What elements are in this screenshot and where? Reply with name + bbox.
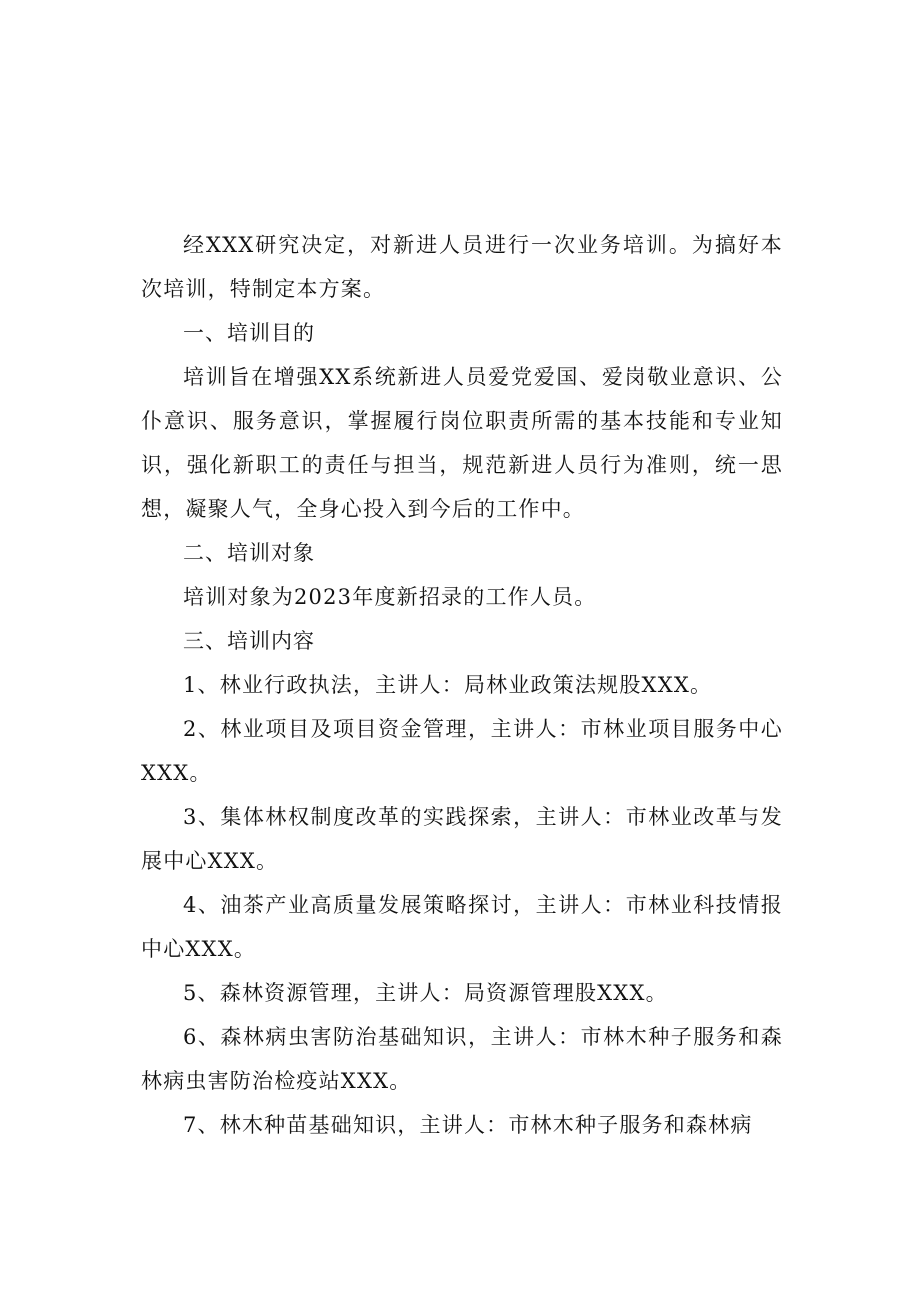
content-item-2: 2、林业项目及项目资金管理，主讲人：市林业项目服务中心XXX。 [141, 717, 783, 785]
document-page [141, 223, 783, 1147]
content-item-1: 1、林业行政执法，主讲人：局林业政策法规股XXX。 [183, 673, 713, 697]
section-heading-purpose: 一、培训目的 [183, 321, 315, 345]
content-item-5: 5、森林资源管理，主讲人：局资源管理股XXX。 [183, 981, 668, 1005]
content-item-7: 7、林木种苗基础知识，主讲人：市林木种子服务和森林病 [183, 1113, 753, 1137]
intro-paragraph: 经XXX研究决定，对新进人员进行一次业务培训。为搞好本次培训，特制定本方案。 [141, 233, 783, 301]
content-item-3: 3、集体林权制度改革的实践探索，主讲人：市林业改革与发展中心XXX。 [141, 805, 783, 873]
section-heading-content: 三、培训内容 [183, 629, 315, 653]
purpose-paragraph: 培训旨在增强XX系统新进人员爱党爱国、爱岗敬业意识、公仆意识、服务意识，掌握履行岗位职责所需的基本技能和专业知识，强化新职工的责任与担当，规范新进人员行为准则，统一思想，凝聚人气，全身心投入到今后的工作中。 [141, 365, 783, 521]
audience-paragraph: 培训对象为2023年度新招录的工作人员。 [183, 585, 597, 609]
content-item-4: 4、油茶产业高质量发展策略探讨，主讲人：市林业科技情报中心XXX。 [141, 893, 783, 961]
content-item-6: 6、森林病虫害防治基础知识，主讲人：市林木种子服务和森林病虫害防治检疫站XXX。 [141, 1025, 783, 1093]
section-heading-audience: 二、培训对象 [183, 541, 315, 565]
